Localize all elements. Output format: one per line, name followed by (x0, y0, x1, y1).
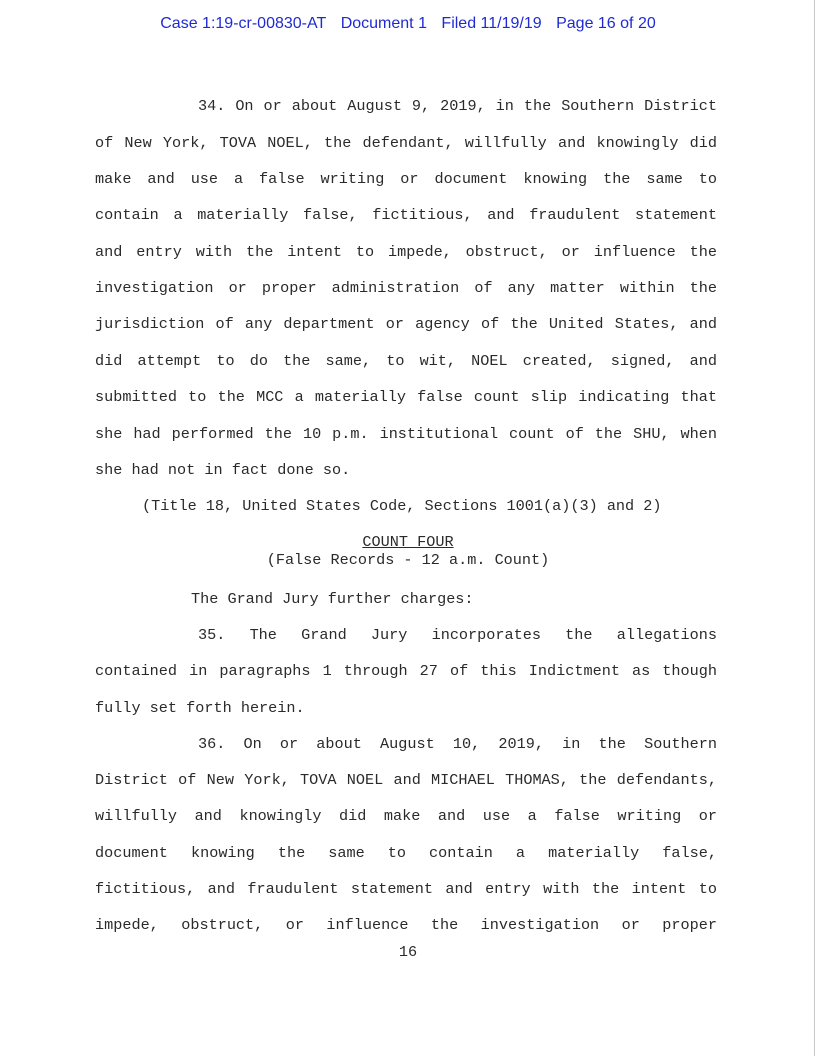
paragraph-line: make and use a false writing or document knowing the same to (95, 170, 717, 188)
paragraph-line: and entry with the intent to impede, obstruct, or influence the (95, 243, 717, 261)
paragraph-line: of New York, TOVA NOEL, the defendant, willfully and knowingly did (95, 134, 717, 152)
document-number: Document 1 (340, 15, 427, 32)
paragraph-line: she had performed the 10 p.m. institutional count of the SHU, when (95, 425, 717, 443)
paragraph-line: investigation or proper administration of any matter within the (95, 279, 717, 297)
paragraph-line: jurisdiction of any department or agency of the United States, and (95, 315, 717, 333)
page-edge (814, 0, 815, 1056)
paragraph-line: did attempt to do the same, to wit, NOEL created, signed, and (95, 352, 717, 370)
paragraph-line: impede, obstruct, or influence the investigation or proper (95, 916, 717, 934)
filed-date: Filed 11/19/19 (441, 15, 542, 32)
statute-citation: (Title 18, United States Code, Sections 1001(a)(3) and 2) (142, 497, 662, 515)
case-number: Case 1:19-cr-00830-AT (160, 15, 327, 32)
paragraph-line: 36. On or about August 10, 2019, in the Southern (198, 735, 717, 753)
paragraph-line: document knowing the same to contain a materially false, (95, 844, 717, 862)
paragraph-line: contained in paragraphs 1 through 27 of this Indictment as though (95, 662, 717, 680)
count-title (0, 533, 816, 551)
paragraph-line: she had not in fact done so. (95, 461, 351, 479)
paragraph-line: fully set forth herein. (95, 699, 305, 717)
count-subtitle: (False Records - 12 a.m. Count) (266, 551, 550, 569)
case-header (0, 15, 816, 33)
grand-jury-charges: The Grand Jury further charges: (191, 590, 474, 608)
count-title-text: COUNT FOUR (362, 533, 454, 551)
paragraph-line: 34. On or about August 9, 2019, in the Southern District (198, 97, 717, 115)
paragraph-line: 35. The Grand Jury incorporates the allegations (198, 626, 717, 644)
paragraph-line: willfully and knowingly did make and use a false writing or (95, 807, 717, 825)
paragraph-line: contain a materially false, fictitious, and fraudulent statement (95, 206, 717, 224)
page-number: 16 (398, 943, 418, 961)
paragraph-line: submitted to the MCC a materially false count slip indicating that (95, 388, 717, 406)
paragraph-line: fictitious, and fraudulent statement and entry with the intent to (95, 880, 717, 898)
paragraph-line: District of New York, TOVA NOEL and MICHAEL THOMAS, the defendants, (95, 771, 717, 789)
page-indicator: Page 16 of 20 (556, 15, 656, 32)
